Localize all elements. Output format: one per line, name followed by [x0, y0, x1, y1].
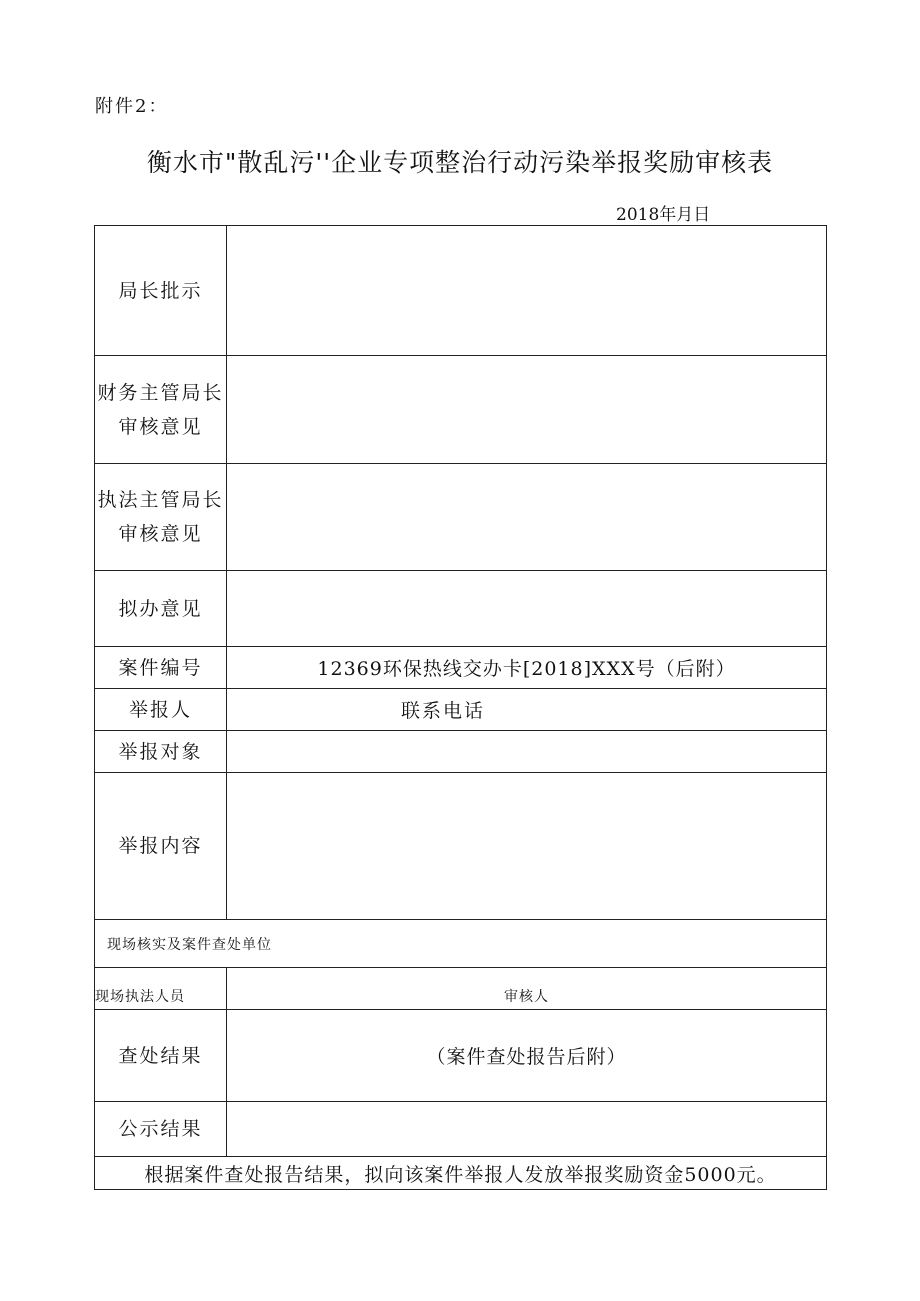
row-director-approval — [95, 226, 827, 356]
reporter-field[interactable] — [227, 689, 827, 731]
row-onsite-unit — [95, 920, 827, 968]
finance-review-field[interactable] — [227, 356, 827, 464]
review-form-table — [94, 225, 827, 1190]
report-target-label: 举报对象 — [95, 731, 227, 773]
enforcement-review-label-line1: 执法主管局长 — [97, 489, 224, 511]
page-title: 衡水市"散乱污''企业专项整治行动污染举报奖励审核表 — [146, 148, 774, 177]
proposed-opinion-field[interactable] — [227, 571, 827, 647]
row-reporter — [95, 689, 827, 731]
onsite-unit-label: 现场核实及案件查处单位 — [95, 920, 827, 968]
director-approval-field[interactable] — [227, 226, 827, 356]
row-result — [95, 1010, 827, 1102]
publicity-field[interactable] — [227, 1102, 827, 1157]
row-enforcement-review — [95, 464, 827, 571]
reviewer-label: 审核人 — [227, 968, 827, 1010]
row-proposed-opinion — [95, 571, 827, 647]
row-report-content — [95, 773, 827, 920]
report-content-label: 举报内容 — [95, 773, 227, 920]
row-conclusion — [95, 1157, 827, 1190]
proposed-opinion-label: 拟办意见 — [95, 571, 227, 647]
enforcement-review-field[interactable] — [227, 464, 827, 571]
enforcement-review-label-line2: 审核意见 — [118, 523, 203, 545]
finance-review-label-line2: 审核意见 — [118, 415, 203, 438]
attachment-label: 附件2： — [95, 96, 169, 117]
onsite-staff-label: 现场执法人员 — [95, 968, 227, 1010]
report-content-field[interactable] — [227, 773, 827, 920]
finance-review-label-line1: 财务主管局长 — [97, 381, 224, 404]
row-onsite-staff — [95, 968, 827, 1010]
conclusion-text: 根据案件查处报告结果，拟向该案件举报人发放举报奖励资金5000元。 — [95, 1157, 827, 1190]
row-publicity — [95, 1102, 827, 1157]
publicity-label: 公示结果 — [95, 1102, 227, 1157]
director-approval-label: 局长批示 — [95, 226, 227, 356]
row-report-target — [95, 731, 827, 773]
enforcement-review-label — [95, 464, 227, 571]
row-case-number — [95, 647, 827, 689]
case-number-value: 12369环保热线交办卡[2018]XXX号（后附） — [227, 647, 827, 689]
report-target-field[interactable] — [227, 731, 827, 773]
result-label: 查处结果 — [95, 1010, 227, 1102]
finance-review-label — [95, 356, 227, 464]
reporter-label: 举报人 — [95, 689, 227, 731]
form-date: 2018年月日 — [616, 205, 711, 225]
row-finance-review — [95, 356, 827, 464]
case-number-label: 案件编号 — [95, 647, 227, 689]
contact-phone-label: 联系电话 — [401, 700, 486, 722]
result-value: （案件查处报告后附） — [227, 1010, 827, 1102]
